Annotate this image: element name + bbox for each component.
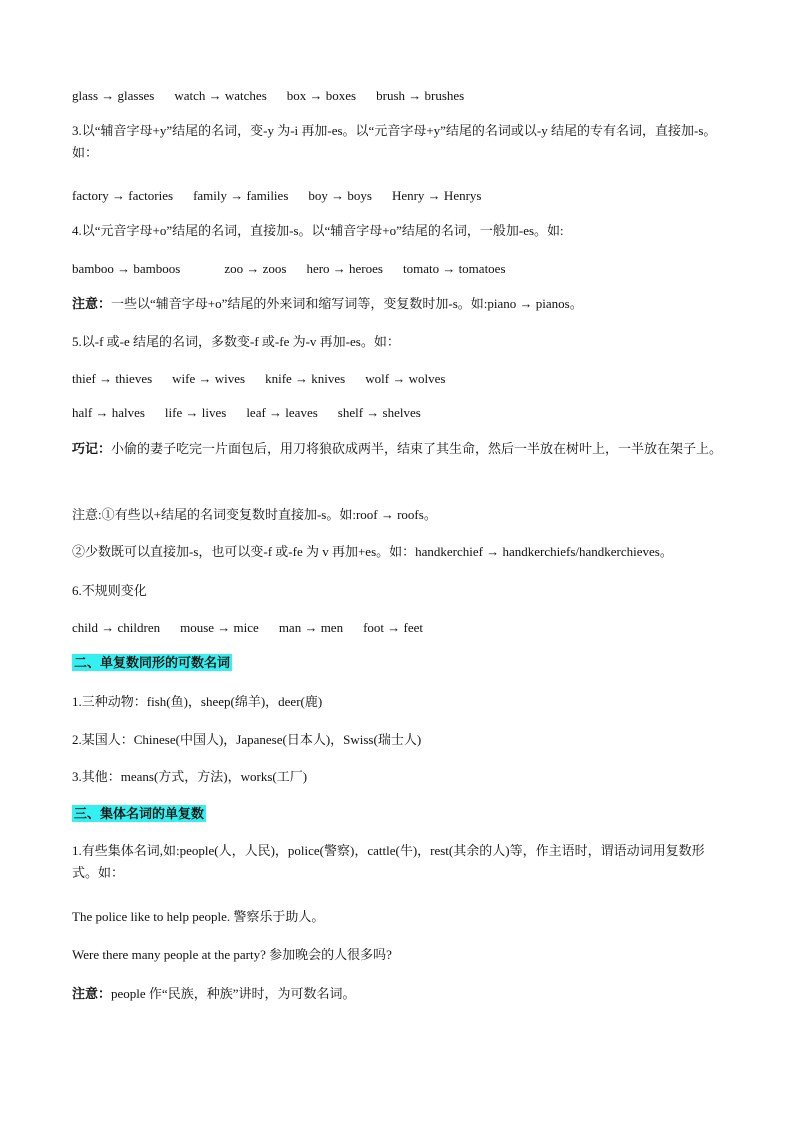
section-2-title: 二、单复数同形的可数名词 xyxy=(74,655,231,670)
tip-text: 小偷的妻子吃完一片面包后，用刀将狼砍成两半，结束了其生命，然后一半放在树叶上，一半放在架子上。 xyxy=(111,441,723,456)
example-sentence-1: The police like to help people. 警察乐于助人。 xyxy=(72,909,325,924)
example-pair: life → lives xyxy=(164,405,227,420)
section-2-heading xyxy=(72,654,232,672)
example-pair: leaf → leaves xyxy=(246,405,318,420)
example-pair: mouse → mice xyxy=(180,620,259,635)
example-pair: wife → wives xyxy=(172,371,246,386)
example-pair: man → men xyxy=(278,620,344,635)
example-row-child xyxy=(72,619,443,637)
example-pair: child → children xyxy=(72,620,161,635)
note-label: 注意： xyxy=(72,986,112,1001)
tip-label: 巧记： xyxy=(72,441,112,456)
section-3-title: 三、集体名词的单复数 xyxy=(74,806,205,821)
section-2-item-2: 2.某国人：Chinese(中国人)，Japanese(日本人)，Swiss(瑞士人) xyxy=(72,732,422,747)
example-pair: thief → thieves xyxy=(72,371,153,386)
example-pair: Henry → Henrys xyxy=(391,188,482,203)
example-pair: tomato → tomatoes xyxy=(402,261,506,276)
example-pair: wolf → wolves xyxy=(365,371,446,386)
example-pair: boy → boys xyxy=(308,188,372,203)
note-2: 注意:①有些以+结尾的名词变复数时直接加-s。如:roof → roofs。 xyxy=(72,507,437,522)
section-2-item-1: 1.三种动物：fish(鱼)，sheep(绵羊)，deer(鹿) xyxy=(72,694,323,709)
example-pair: glass → glasses xyxy=(72,88,155,103)
example-row-half xyxy=(72,404,441,422)
example-sentence-2: Were there many people at the party? 参加晚会的人很多吗? xyxy=(72,947,392,962)
section-2-item-3: 3.其他：means(方式，方法)，works(工厂) xyxy=(72,769,308,784)
example-pair: knife → knives xyxy=(265,371,346,386)
memory-tip xyxy=(72,438,724,460)
example-pair: brush → brushes xyxy=(376,88,465,103)
example-pair: box → boxes xyxy=(286,88,357,103)
rule-3: 3.以“辅音字母+y”结尾的名词，变-y 为-i 再加-es。以“元音字母+y”结尾的名词或以-y 结尾的专有名词，直接加-s。如： xyxy=(72,123,717,160)
note-1 xyxy=(72,295,583,313)
example-row-thief xyxy=(72,370,465,388)
example-pair: family → families xyxy=(193,188,289,203)
rule-4: 4.以“元音字母+o”结尾的名词，直接加-s。以“辅音字母+o”结尾的名词，一般加-es。如: xyxy=(72,223,564,238)
example-pair: zoo → zoos xyxy=(224,261,287,276)
example-pair: foot → feet xyxy=(363,620,423,635)
example-row-factory xyxy=(72,187,501,205)
example-pair: hero → heroes xyxy=(306,261,383,276)
note-text: people 作“民族，种族”讲时，为可数名词。 xyxy=(111,986,356,1001)
example-pair: half → halves xyxy=(72,405,145,420)
example-pair: factory → factories xyxy=(72,188,174,203)
example-pair: bamboo → bamboos xyxy=(72,261,181,276)
note-3: ②少数既可以直接加-s，也可以变-f 或-fe 为 v 再加+es。如：handkerchief → handkerchiefs/handkerchieves。 xyxy=(72,544,673,559)
section-3-heading xyxy=(72,805,206,823)
section-3-item-1: 1.有些集体名词,如:people(人，人民)，police(警察)，cattle(牛)，rest(其余的人)等，作主语时，谓语动词用复数形式。如： xyxy=(72,843,705,880)
example-pair: shelf → shelves xyxy=(337,405,421,420)
example-row-glass xyxy=(72,87,484,105)
example-pair: watch → watches xyxy=(174,88,267,103)
note-text: 一些以“辅音字母+o”结尾的外来词和缩写词等，变复数时加-s。如:piano → pianos。 xyxy=(111,296,583,311)
example-row-bamboo xyxy=(72,260,526,278)
rule-6: 6.不规则变化 xyxy=(72,583,147,598)
note-label: 注意： xyxy=(72,296,112,311)
note-4 xyxy=(72,985,355,1003)
rule-5: 5.以-f 或-e 结尾的名词，多数变-f 或-fe 为-v 再加-es。如： xyxy=(72,334,400,349)
